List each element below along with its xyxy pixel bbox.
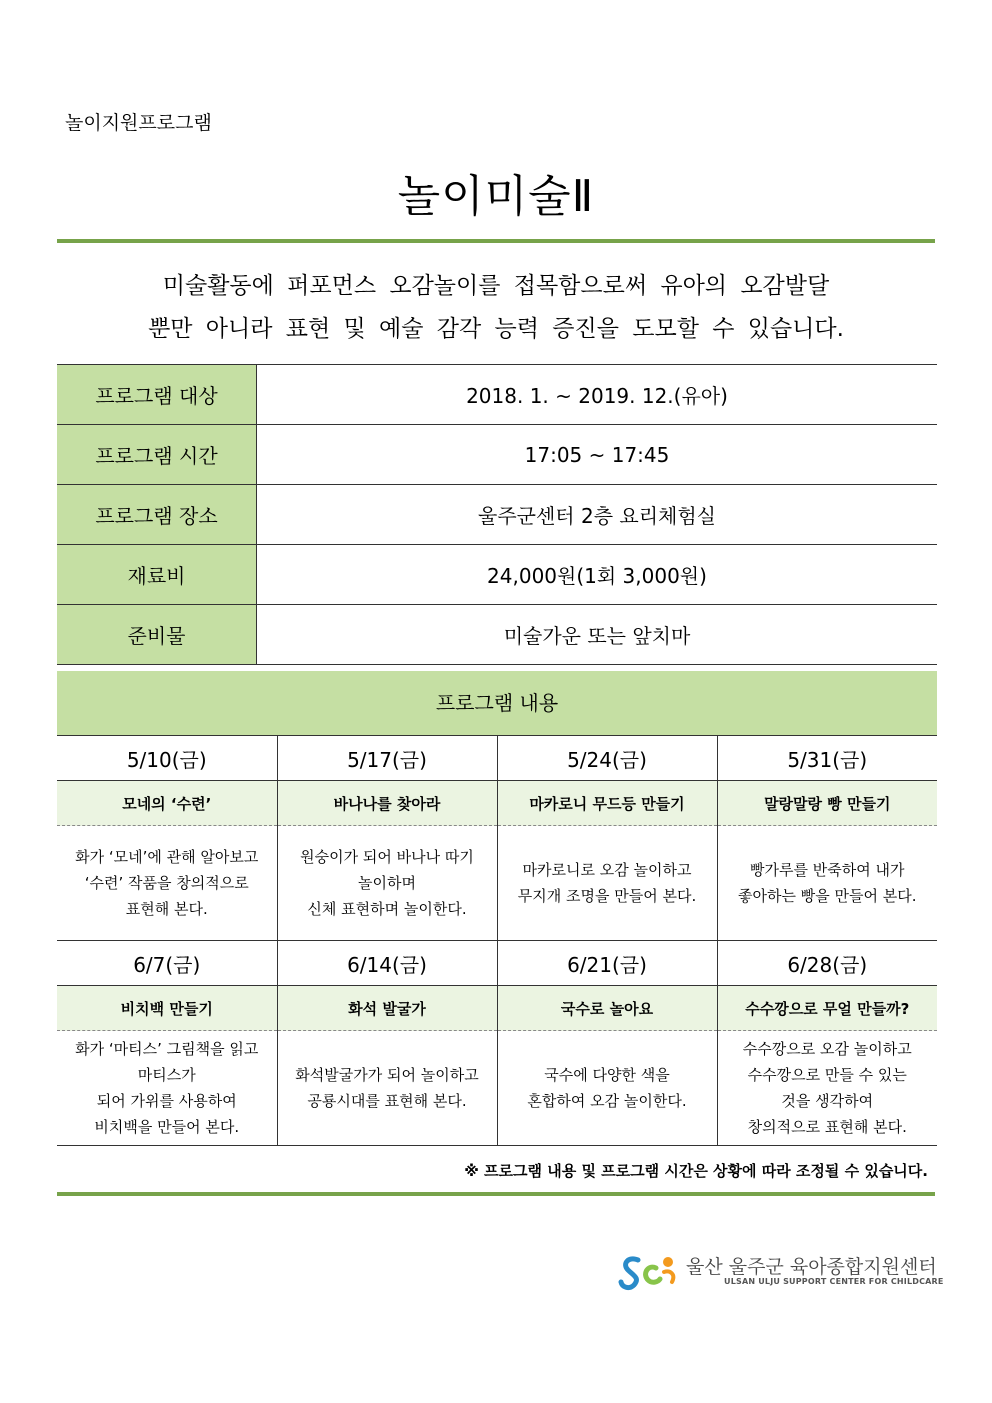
- description-line: 되어 가위를 사용하여: [96, 1092, 237, 1110]
- description-line: 마티스가: [137, 1066, 196, 1084]
- description-line: 창의적으로 표현해 본다.: [747, 1118, 907, 1136]
- session-title: 국수로 놀아요: [497, 986, 717, 1031]
- page-title: 놀이미술Ⅱ: [397, 171, 595, 222]
- info-row-fee: [57, 545, 937, 605]
- info-label: 재료비: [57, 545, 257, 605]
- description-line: 화가 ‘마티스’ 그림책을 읽고: [75, 1040, 259, 1058]
- session-description: [277, 1031, 497, 1146]
- info-row-supplies: [57, 605, 937, 665]
- session-date: 6/21(금): [497, 941, 717, 986]
- info-value: 울주군센터 2층 요리체험실: [257, 485, 938, 545]
- session-date: 5/10(금): [57, 736, 277, 781]
- info-value: 17:05 ~ 17:45: [257, 425, 938, 485]
- intro-line-1: 미술활동에 퍼포먼스 오감놀이를 접목함으로써 유아의 오감발달: [162, 273, 830, 299]
- session-title: 수수깡으로 무얼 만들까?: [717, 986, 937, 1031]
- info-row-target: [57, 365, 937, 425]
- description-line: 표현해 본다.: [125, 900, 208, 918]
- description-row: [57, 1031, 937, 1146]
- session-description: [717, 1031, 937, 1146]
- center-logo: [618, 1252, 944, 1292]
- description-line: 국수에 다양한 색을: [544, 1066, 670, 1084]
- category-label: 놀이지원프로그램: [65, 112, 212, 134]
- info-label: 프로그램 시간: [57, 425, 257, 485]
- title-row: [57, 986, 937, 1031]
- session-title: 말랑말랑 빵 만들기: [717, 781, 937, 826]
- description-line: 빵가루를 반죽하여 내가: [750, 861, 905, 879]
- logo-korean-text: 울산 울주군 육아종합지원센터: [686, 1256, 937, 1278]
- description-line: 무지개 조명을 만들어 본다.: [517, 887, 697, 905]
- info-value: 2018. 1. ~ 2019. 12.(유아): [257, 365, 938, 425]
- description-line: 것을 생각하여: [781, 1092, 874, 1110]
- session-description: [497, 1031, 717, 1146]
- description-line: 마카로니로 오감 놀이하고: [522, 861, 692, 879]
- top-divider: [57, 239, 935, 243]
- session-date: 6/28(금): [717, 941, 937, 986]
- description-line: 좋아하는 빵을 만들어 본다.: [738, 887, 917, 905]
- session-title: 마카로니 무드등 만들기: [497, 781, 717, 826]
- session-description: [57, 1031, 277, 1146]
- description-row: [57, 826, 937, 941]
- intro-line-2: 뿐만 아니라 표현 및 예술 감각 능력 증진을 도모할 수 있습니다.: [148, 316, 844, 342]
- description-line: 공룡시대를 표현해 본다.: [307, 1092, 467, 1110]
- description-line: 원숭이가 되어 바나나 따기: [300, 848, 474, 866]
- info-label: 프로그램 장소: [57, 485, 257, 545]
- session-description: [57, 826, 277, 941]
- info-label: 준비물: [57, 605, 257, 665]
- info-value: 미술가운 또는 앞치마: [257, 605, 938, 665]
- session-title: 비치백 만들기: [57, 986, 277, 1031]
- session-date: 5/17(금): [277, 736, 497, 781]
- session-date: 5/31(금): [717, 736, 937, 781]
- date-row: [57, 941, 937, 986]
- description-line: 수수깡으로 만들 수 있는: [747, 1066, 907, 1084]
- schedule-table: [57, 736, 937, 1146]
- session-title: 모네의 ‘수련’: [57, 781, 277, 826]
- description-line: 신체 표현하며 놀이한다.: [307, 900, 467, 918]
- center-logo-icon: [618, 1252, 682, 1292]
- session-date: 5/24(금): [497, 736, 717, 781]
- description-line: 수수깡으로 오감 놀이하고: [742, 1040, 912, 1058]
- session-date: 6/7(금): [57, 941, 277, 986]
- session-description: [277, 826, 497, 941]
- info-table: [57, 364, 937, 665]
- logo-english-text: ULSAN ULJU SUPPORT CENTER FOR CHILDCARE: [724, 1277, 944, 1286]
- description-line: 화석발굴가가 되어 놀이하고: [295, 1066, 479, 1084]
- session-description: [717, 826, 937, 941]
- description-line: 혼합하여 오감 놀이한다.: [527, 1092, 687, 1110]
- description-line: 놀이하며: [358, 874, 416, 892]
- session-description: [497, 826, 717, 941]
- description-line: 비치백을 만들어 본다.: [94, 1118, 240, 1136]
- info-row-time: [57, 425, 937, 485]
- session-date: 6/14(금): [277, 941, 497, 986]
- intro-text: [0, 265, 992, 351]
- description-line: 화가 ‘모네’에 관해 알아보고: [75, 848, 259, 866]
- bottom-divider: [57, 1192, 935, 1196]
- title-row: [57, 781, 937, 826]
- info-row-place: [57, 485, 937, 545]
- info-value: 24,000원(1회 3,000원): [257, 545, 938, 605]
- schedule-note: ※ 프로그램 내용 및 프로그램 시간은 상황에 따라 조정될 수 있습니다.: [464, 1162, 928, 1180]
- date-row: [57, 736, 937, 781]
- info-label: 프로그램 대상: [57, 365, 257, 425]
- program-content-header: 프로그램 내용: [57, 671, 937, 736]
- session-title: 화석 발굴가: [277, 986, 497, 1031]
- description-line: ‘수련’ 작품을 창의적으로: [84, 874, 249, 892]
- session-title: 바나나를 찾아라: [277, 781, 497, 826]
